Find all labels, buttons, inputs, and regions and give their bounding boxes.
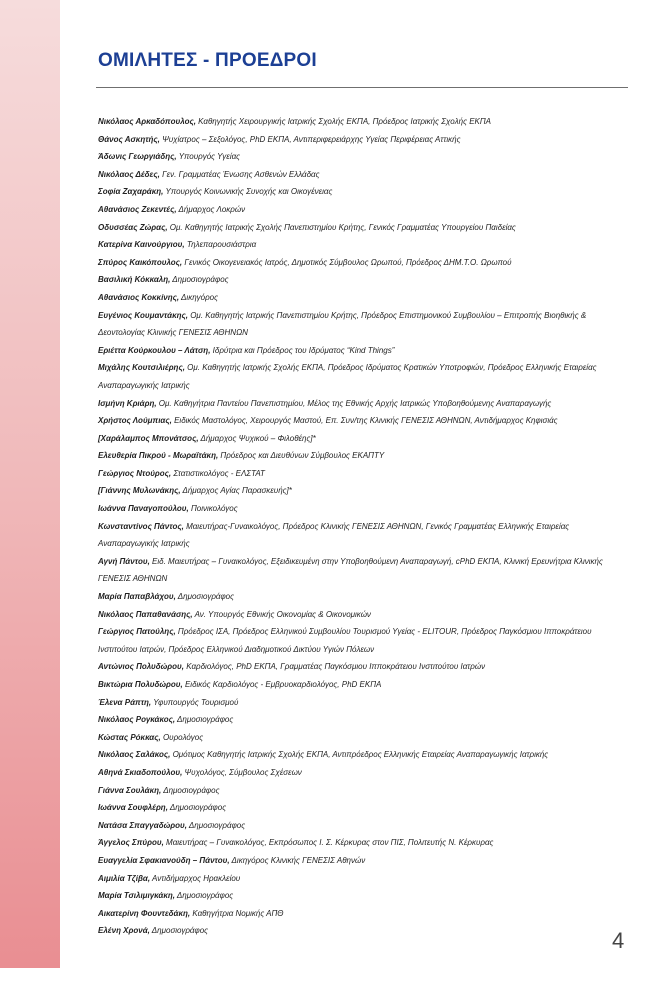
speaker-entry [98,289,628,307]
title-divider [96,87,628,88]
speaker-description: Ειδ. Μαιευτήρας – Γυναικολόγος, Εξειδικευμένη στην Υποβοηθούμενη Αναπαραγωγή, cPhD ΕΚΠΑ, Κλινική Ερευνήτρια Κλινικής ΓΕΝΕΣΙΣ ΑΘΗΝΩΝ [98,556,603,584]
speaker-entry [98,588,628,606]
speaker-name: Νικόλαος Ρογκάκος, [98,715,176,725]
speaker-entry [98,922,628,940]
speaker-description: Ειδικός Καρδιολόγος - Εμβρυοκαρδιολόγος, PhD ΕΚΠΑ [182,680,382,689]
speaker-name: Αικατερίνη Φουντεδάκη, [98,908,191,918]
speaker-entry [98,711,628,729]
speaker-description: Δήμαρχος Ψυχικού – Φιλοθέης]* [198,433,316,443]
speaker-name: Γιάννα Σουλάκη, [98,785,162,795]
speaker-entry [98,482,628,500]
speaker-entry [98,782,628,800]
speaker-name: Έλενα Ράπτη, [98,697,152,707]
speaker-description: Ομ. Καθηγητής Ιατρικής Πανεπιστημίου Κρήτης, Πρόεδρος Επιστημονικού Συμβουλίου – Επιτροπής Βιοηθικής & Δεοντολογίας Κλινικής ΓΕΝΕΣΙΣ ΑΘΗΝΩΝ [98,310,587,338]
speaker-description: Ποινικολόγος [188,504,238,514]
speaker-entry [98,430,628,448]
speaker-name: Αγνή Πάντου, [98,556,150,566]
speaker-description: Δημοσιογράφος [175,592,235,602]
speaker-name: Ευγένιος Κουμαντάκης, [98,310,188,320]
speaker-description: Δημοσιογράφος [161,785,220,795]
speaker-entry [98,447,628,465]
speaker-entry [98,764,628,782]
speaker-name: Χρήστος Λούμπιας, [98,416,172,426]
speaker-entry [98,183,628,201]
speaker-description: Πρόεδρος και Διευθύνων Σύμβουλος ΕΚΑΠΤΥ [218,451,385,461]
speaker-name: Νικόλαος Αρκαδόπουλος, [98,117,196,126]
speaker-name: Βασιλική Κόκκαλη, [98,275,171,285]
speaker-entry [98,623,628,658]
speaker-entry [98,852,628,870]
speaker-description: Ομότιμος Καθηγητής Ιατρικής Σχολής ΕΚΠΑ, Αντιπρόεδρος Ελληνικής Εταιρείας Αναπαραγωγικής Ιατρικής [170,750,549,760]
speaker-entry [98,658,628,676]
speaker-description: Δήμαρχος Λοκρών [176,204,246,214]
speaker-entry [98,870,628,888]
speaker-entry [98,254,628,272]
speaker-entry [98,799,628,817]
speaker-name: Εριέττα Κούρκουλου – Λάτση, [98,345,211,355]
speaker-name: Βικτώρια Πολυδώρου, [98,680,183,689]
speaker-description: Δημοσιογράφος [149,926,209,936]
speaker-name: Θάνος Ασκητής, [98,134,160,144]
speaker-description: Υπουργός Κοινωνικής Συνοχής και Οικογένειας [163,187,333,197]
speaker-entry [98,395,628,413]
speaker-name: Νικόλαος Σαλάκος, [98,750,171,760]
speaker-description: Ομ. Καθηγήτρια Παντείου Πανεπιστημίου, Μέλος της Εθνικής Αρχής Ιατρικώς Υποβοηθούμενης Αναπαραγωγής [156,398,552,408]
speaker-description: Δημοσιογράφος [174,891,234,901]
speaker-name: Αθηνά Σκιαδοπούλου, [98,767,183,777]
speaker-entry [98,606,628,624]
speaker-description: Καθηγήτρια Νομικής ΑΠΘ [190,908,284,918]
speaker-name: Ευαγγελία Σφακιανούδη – Πάντου, [98,855,230,865]
speaker-description: Μαιευτήρας – Γυναικολόγος, Εκπρόσωπος Ι. Σ. Κέρκυρας στον ΠΙΣ, Πολιτευτής Ν. Κέρκυρας [163,838,494,848]
speaker-name: Κατερίνα Καινούργιου, [98,240,185,250]
speaker-description: Αντιδήμαρχος Ηρακλείου [150,873,241,883]
speaker-name: Αθανάσιος Ζεκεντές, [98,204,177,214]
speaker-name: Μαρία Παπαβλάχου, [98,592,176,602]
speaker-description: Ιδρύτρια και Πρόεδρος του Ιδρύματος “Kind Things” [210,345,395,355]
speaker-description: Δημοσιογράφος [186,820,246,830]
speaker-name: Άδωνις Γεωργιάδης, [98,152,177,162]
speaker-entry [98,166,628,184]
speaker-name: Νικόλαος Δέδες, [98,169,160,179]
speaker-entry [98,113,628,131]
speaker-description: Δικηγόρος Κλινικής ΓΕΝΕΣΙΣ Αθηνών [229,855,366,865]
speaker-entry [98,905,628,923]
speaker-entry [98,342,628,360]
speaker-name: Αντώνιος Πολυδώρου, [98,662,184,672]
speaker-description: Γενικός Οικογενειακός Ιατρός, Δημοτικός Σύμβουλος Ωρωπού, Πρόεδρος ΔΗΜ.Τ.Ο. Ωρωπού [182,257,512,267]
speaker-name: Άγγελος Σπύρου, [98,838,164,848]
speaker-description: Καθηγητής Χειρουργικής Ιατρικής Σχολής ΕΚΠΑ, Πρόεδρος Ιατρικής Σχολής ΕΚΠΑ [195,117,492,126]
speaker-name: Σπύρος Καικόπουλος, [98,257,183,267]
speaker-description: Ομ. Καθηγητής Ιατρικής Σχολής ΕΚΠΑ, Πρόεδρος Ιδρύματος Κρατικών Υποτροφιών, Πρόεδρος Ελληνικής Εταιρείας Αναπαραγωγικής Ιατρικής [98,363,597,390]
speakers-list [98,113,628,940]
page-title: ΟΜΙΛΗΤΕΣ - ΠΡΟΕΔΡΟΙ [98,50,317,71]
speaker-description: Τηλεπαρουσιάστρια [184,240,257,250]
speaker-name: Νικόλαος Παπαθανάσης, [98,609,193,619]
speaker-description: Πρόεδρος ΙΣΑ, Πρόεδρος Ελληνικού Συμβουλίου Τουρισμού Υγείας - ELITOUR, Πρόεδρος Παγκόσμιου Ιπποκράτειου Ινστιτούτου Ιατρών, Πρόεδρος Ελληνικού Διαδημοτικού Δικτύου Υγιών Πόλεων [98,627,592,654]
speaker-entry [98,219,628,237]
speaker-entry [98,148,628,166]
speaker-entry [98,271,628,289]
speaker-entry [98,307,628,342]
speaker-description: Καρδιολόγος, PhD ΕΚΠΑ, Γραμματέας Παγκόσμιου Ιπποκράτειου Ινστιτούτου Ιατρών [184,662,486,672]
decorative-side-band [0,0,60,968]
speaker-name: Γεώργιος Ντούρος, [98,468,172,478]
speaker-name: Ελένη Χρονά, [98,926,150,936]
speaker-name: Αθανάσιος Κοκκίνης, [98,292,180,302]
speaker-entry [98,236,628,254]
speaker-entry [98,201,628,219]
speaker-entry [98,131,628,149]
speaker-name: [Γιάννης Μυλωνάκης, [98,486,181,496]
speaker-entry [98,817,628,835]
speaker-entry [98,729,628,747]
speaker-description: Ψυχίατρος – Σεξολόγος, PhD ΕΚΠΑ, Αντιπεριφερειάρχης Υγείας Περιφέρειας Αττικής [159,134,461,144]
speaker-description: Στατιστικολόγος - ΕΛΣΤΑΤ [171,468,265,478]
speaker-entry [98,676,628,694]
speaker-entry [98,834,628,852]
speaker-entry [98,553,628,588]
speaker-description: Ψυχολόγος, Σύμβουλος Σχέσεων [182,767,302,777]
page-number: 4 [612,928,625,953]
speaker-description: Δικηγόρος [179,292,219,302]
speaker-description: Δημοσιογράφος [170,275,229,285]
speaker-name: Μιχάλης Κουτσιλιέρης, [98,363,185,373]
speaker-name: [Χαράλαμπος Μπονάτσος, [98,433,199,443]
speaker-name: Οδυσσέας Ζώρας, [98,222,168,232]
speaker-description: Ουρολόγος [160,732,204,742]
speaker-entry [98,887,628,905]
speaker-description: Δήμαρχος Αγίας Παρασκευής]* [180,486,292,496]
speaker-entry [98,500,628,518]
speaker-name: Σοφία Ζαχαράκη, [98,187,164,197]
speaker-name: Ιωάννα Σουφλέρη, [98,803,168,813]
speaker-description: Ομ. Καθηγητής Ιατρικής Σχολής Πανεπιστημίου Κρήτης, Γενικός Γραμματέας Υπουργείου Παιδείας [167,222,516,232]
speaker-entry [98,746,628,764]
speaker-name: Μαρία Τσιλιμιγκάκη, [98,891,175,901]
speaker-description: Υπουργός Υγείας [176,152,241,162]
speaker-entry [98,359,628,394]
speaker-name: Ισμήνη Κριάρη, [98,398,157,408]
speaker-entry [98,412,628,430]
speaker-name: Ελευθερία Πικρού - Μωραϊτάκη, [98,451,219,461]
speaker-entry [98,694,628,712]
speaker-description: Αν. Υπουργός Εθνικής Οικονομίας & Οικονομικών [192,609,371,619]
speaker-name: Ιωάννα Παναγοπούλου, [98,504,189,514]
speaker-description: Δημοσιογράφος [175,715,234,725]
speaker-name: Αιμιλία Τζίβα, [98,873,151,883]
speaker-description: Υφυπουργός Τουρισμού [151,697,239,707]
speaker-description: Ειδικός Μαστολόγος, Χειρουργός Μαστού, Επ. Συν/της Κλινικής ΓΕΝΕΣΙΣ ΑΘΗΝΩΝ, Αντιδήμαρχος Κηφισιάς [171,416,558,426]
speaker-description: Δημοσιογράφος [167,803,227,813]
speaker-description: Μαιευτήρας-Γυναικολόγος, Πρόεδρος Κλινικής ΓΕΝΕΣΙΣ ΑΘΗΝΩΝ, Γενικός Γραμματέας Ελληνικής Εταιρείας Αναπαραγωγικής Ιατρικής [98,521,570,549]
speaker-entry [98,518,628,553]
speaker-name: Γεώργιος Πατούλης, [98,627,176,637]
speaker-description: Γεν. Γραμματέας Ένωσης Ασθενών Ελλάδας [159,169,320,179]
speaker-name: Κώστας Ρόκκας, [98,732,161,742]
speaker-name: Κωνσταντίνος Πάντος, [98,521,184,531]
speaker-entry [98,465,628,483]
speaker-name: Νατάσα Σπαγγαδώρου, [98,820,187,830]
